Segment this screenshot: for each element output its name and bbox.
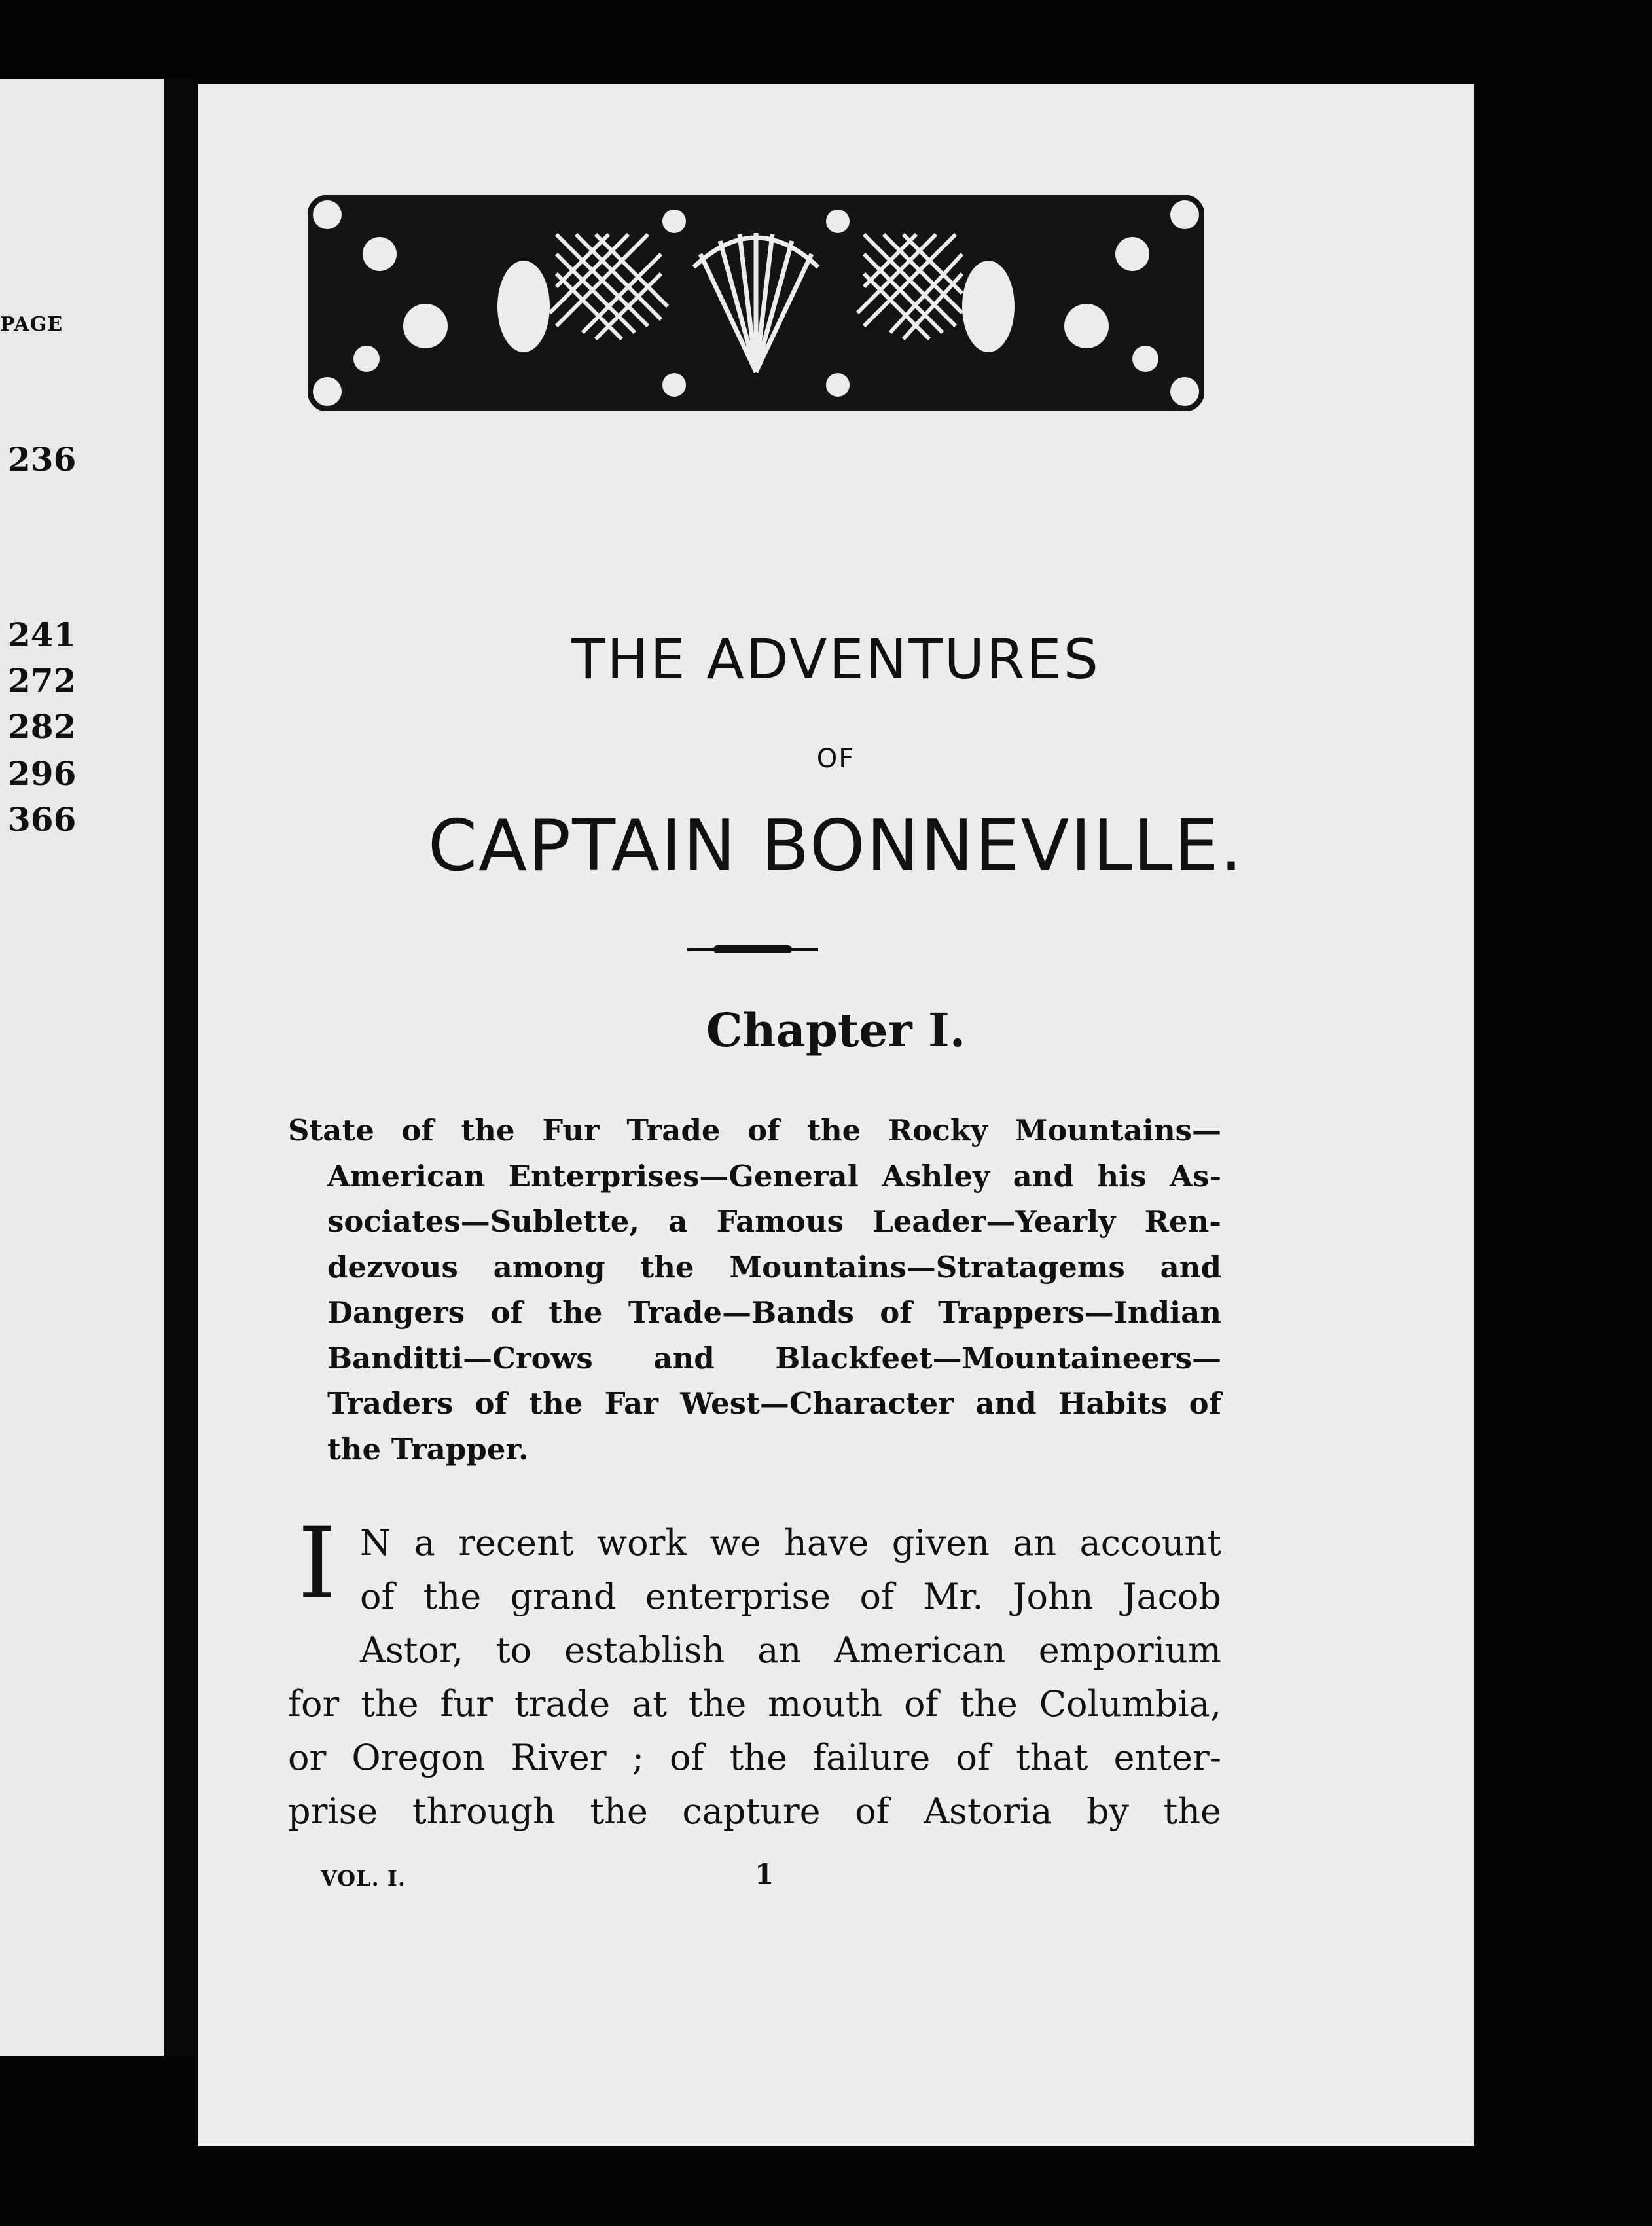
left-page-number: 272 xyxy=(8,661,77,700)
chapter-heading: Chapter I. xyxy=(706,1003,966,1057)
summary-line: the Trapper. xyxy=(327,1431,529,1467)
book-gutter xyxy=(164,79,193,2056)
chapter-summary xyxy=(288,1108,1221,1472)
body-line: for the fur trade at the mouth of the Columbia, xyxy=(288,1683,1221,1724)
summary-line: Traders of the Far West—Character and Habits of xyxy=(327,1386,1221,1421)
book-title-line1: THE ADVENTURES xyxy=(571,627,1100,691)
page-number: 1 xyxy=(755,1858,774,1890)
ornament-headpiece xyxy=(308,195,1204,411)
summary-line: sociates—Sublette, a Famous Leader—Yearly Ren- xyxy=(327,1204,1221,1239)
left-page-number: 236 xyxy=(8,440,77,479)
body-paragraph xyxy=(288,1507,1221,1838)
body-line: prise through the capture of Astoria by the xyxy=(288,1791,1221,1832)
summary-line: State of the Fur Trade of the Rocky Mountains— xyxy=(288,1113,1221,1148)
left-page-number: 296 xyxy=(8,754,77,793)
body-line: N a recent work we have given an account xyxy=(360,1522,1221,1563)
left-page-fragment xyxy=(0,79,164,2056)
drop-cap: I xyxy=(298,1507,337,1621)
summary-line: American Enterprises—General Ashley and his As- xyxy=(327,1158,1221,1194)
summary-line: dezvous among the Mountains—Stratagems and xyxy=(327,1249,1221,1285)
summary-line: Banditti—Crows and Blackfeet—Mountaineers— xyxy=(327,1340,1221,1376)
book-title-line2: CAPTAIN BONNEVILLE. xyxy=(427,805,1244,887)
book-title-of: OF xyxy=(816,744,855,774)
left-page-number: 241 xyxy=(8,615,77,654)
left-page-number: 366 xyxy=(8,800,77,839)
body-line: or Oregon River ; of the failure of that enter- xyxy=(288,1737,1221,1778)
signature-mark: VOL. I. xyxy=(321,1866,406,1891)
left-page-number: 282 xyxy=(8,707,77,746)
left-page-label: PAGE xyxy=(0,313,63,336)
decorative-rule-center xyxy=(713,945,792,953)
summary-line: Dangers of the Trade—Bands of Trappers—Indian xyxy=(327,1295,1221,1330)
body-line: Astor, to establish an American emporium xyxy=(360,1630,1221,1671)
body-line: of the grand enterprise of Mr. John Jacob xyxy=(360,1576,1221,1617)
